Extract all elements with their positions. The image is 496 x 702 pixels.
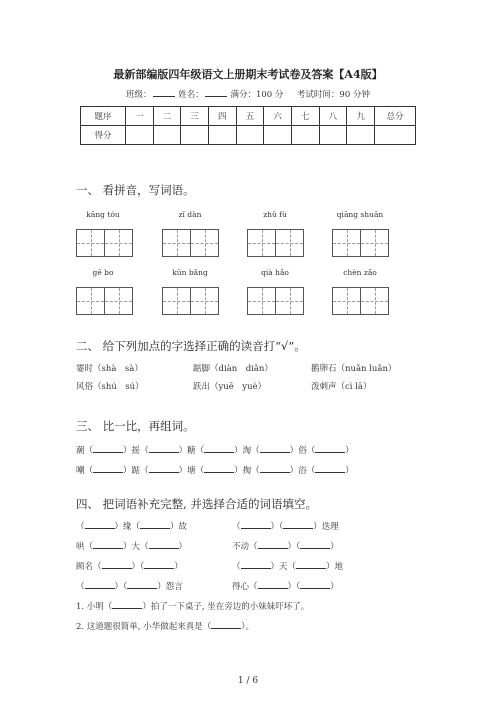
score-cell[interactable] <box>264 126 292 145</box>
compare-row-2: 嘲（ ）踮（ ）塘（ ）掏（ ）浴（ ） <box>76 466 354 476</box>
answer-blank[interactable] <box>204 464 234 473</box>
idiom-left <box>76 580 183 592</box>
answer-blank[interactable] <box>144 560 174 569</box>
idiom-text: ） <box>330 582 339 592</box>
writing-grid[interactable] <box>247 229 304 257</box>
idiom-text: ） <box>330 542 339 552</box>
score-cell[interactable] <box>291 126 319 145</box>
answer-blank[interactable] <box>127 580 157 589</box>
answer-blank[interactable] <box>315 444 345 453</box>
idiom-text: ）大（ <box>123 542 149 552</box>
score-header-cell: 二 <box>153 107 181 126</box>
pinyin-label: gē bo <box>92 268 114 277</box>
idiom-text: 不动（ <box>232 542 258 552</box>
answer-blank[interactable] <box>315 464 345 473</box>
answer-blank[interactable] <box>211 620 241 629</box>
section3-heading: 三、 比一比，再组词。 <box>76 419 195 433</box>
reading-choice[interactable]: 霎时（shà sà） <box>76 364 143 374</box>
score-header-cell: 总分 <box>375 107 416 126</box>
section2-heading: 二、 给下列加点的字选择正确的读音打“√”。 <box>76 339 306 353</box>
compare-row-1: 潮（ ）摇（ ）糖（ ）淘（ ）俗（ ） <box>76 446 354 456</box>
score-header-cell: 三 <box>181 107 209 126</box>
pinyin-label: kǔn bǎng <box>172 268 208 277</box>
idiom-right <box>232 520 339 532</box>
score-table-score-row <box>81 126 416 145</box>
answer-blank[interactable] <box>241 520 271 529</box>
score-header-cell: 题序 <box>81 107 126 126</box>
answer-blank[interactable] <box>93 540 123 549</box>
answer-blank[interactable] <box>260 444 290 453</box>
compare-char: 摇 <box>131 446 141 456</box>
answer-blank[interactable] <box>112 600 142 609</box>
answer-blank[interactable] <box>241 560 271 569</box>
score-cell[interactable] <box>375 126 416 145</box>
name-label: 姓名： <box>178 90 204 100</box>
answer-blank[interactable] <box>149 540 179 549</box>
idiom-right <box>232 560 343 572</box>
idiom-text: ）缘（ <box>114 522 141 532</box>
score-cell[interactable] <box>347 126 375 145</box>
reading-choice[interactable]: 泼刺声（cì lā） <box>311 382 372 392</box>
score-cell[interactable] <box>181 126 209 145</box>
idiom-text: ）（ <box>114 582 128 592</box>
idiom-text: ）（ <box>287 542 301 552</box>
compare-char: 潮 <box>76 446 85 456</box>
answer-blank[interactable] <box>300 540 330 549</box>
answer-blank[interactable] <box>296 560 326 569</box>
pinyin-label: chèn zǎo <box>343 268 377 277</box>
writing-grid[interactable] <box>76 229 133 257</box>
section4-heading: 四、 把词语补充完整, 并选择合适的词语填空。 <box>76 497 317 511</box>
compare-char: 踮 <box>131 466 141 476</box>
time-label: 考试时间：90 分钟 <box>296 90 370 100</box>
writing-grid[interactable] <box>332 287 389 315</box>
pinyin-label: qiāng shuān <box>336 210 384 219</box>
idiom-right <box>232 540 339 552</box>
class-label: 班级： <box>126 90 152 100</box>
answer-blank[interactable] <box>93 444 123 453</box>
idiom-text: ） <box>174 562 183 572</box>
score-row-label: 得分 <box>81 126 126 145</box>
reading-choice[interactable]: 风俗（shú sú） <box>76 382 144 392</box>
question-text: 2. 这道题很简单, 小华做起来真是（ <box>76 622 212 632</box>
idiom-left <box>76 540 187 552</box>
idiom-text: （ <box>76 582 85 592</box>
idiom-text: ）故 <box>170 522 188 532</box>
idiom-text: ）怨言 <box>157 582 183 592</box>
question-text: ）拍了一下桌子, 坐在旁边的小妹妹吓坏了。 <box>142 602 310 612</box>
reading-choice[interactable]: 鹅卵石（nuǎn luǎn） <box>311 364 397 374</box>
pinyin-label: qià hǎo <box>261 268 289 277</box>
writing-grid[interactable] <box>332 229 389 257</box>
idiom-text: ）（ <box>131 562 145 572</box>
question-text: ）。 <box>241 622 254 632</box>
idiom-left <box>76 560 183 572</box>
pinyin-label: zhǔ fù <box>263 210 287 219</box>
page-title: 最新部编版四年级语文上册期末考试卷及答案【A4版】 <box>113 68 383 81</box>
score-header-cell: 四 <box>208 107 236 126</box>
class-blank <box>153 88 175 97</box>
score-cell[interactable] <box>208 126 236 145</box>
idiom-text: （ <box>232 562 241 572</box>
fill-question-1 <box>76 600 309 612</box>
compare-char: 糖 <box>187 446 196 456</box>
exam-info <box>0 88 496 100</box>
score-header-cell: 一 <box>126 107 154 126</box>
score-cell[interactable] <box>153 126 181 145</box>
score-cell[interactable] <box>319 126 347 145</box>
fill-question-2 <box>76 620 254 632</box>
writing-grid[interactable] <box>162 287 219 315</box>
answer-blank[interactable] <box>300 580 330 589</box>
answer-blank[interactable] <box>204 444 234 453</box>
compare-char: 嘲 <box>76 466 85 476</box>
answer-blank[interactable] <box>258 540 288 549</box>
answer-blank[interactable] <box>85 520 115 529</box>
score-table-header-row <box>81 107 416 126</box>
reading-choice[interactable]: 跃出（yuē yuè） <box>193 382 267 392</box>
name-blank <box>205 88 227 97</box>
writing-grid[interactable] <box>76 287 133 315</box>
score-label: 满分：100 分 <box>230 90 284 100</box>
idiom-text: 顾名（ <box>76 562 102 572</box>
idiom-text: 得心（ <box>232 582 258 592</box>
compare-char: 俗 <box>298 446 307 456</box>
score-cell[interactable] <box>126 126 154 145</box>
score-header-cell: 五 <box>236 107 264 126</box>
writing-grid[interactable] <box>247 287 304 315</box>
compare-char: 淘 <box>242 446 252 456</box>
idiom-text: ）迭理 <box>313 522 339 532</box>
score-header-cell: 六 <box>264 107 292 126</box>
compare-char: 掏 <box>242 466 252 476</box>
idiom-left <box>76 520 187 532</box>
idiom-text: （ <box>76 522 85 532</box>
answer-blank[interactable] <box>140 520 170 529</box>
idiom-text: ）地 <box>326 562 344 572</box>
answer-blank[interactable] <box>93 464 123 473</box>
score-cell[interactable] <box>236 126 264 145</box>
score-header-cell: 七 <box>291 107 319 126</box>
page-number: 1 / 6 <box>237 676 259 686</box>
idiom-text: ）（ <box>270 522 284 532</box>
answer-blank[interactable] <box>85 580 115 589</box>
compare-char: 塘 <box>187 466 196 476</box>
answer-blank[interactable] <box>283 520 313 529</box>
answer-blank[interactable] <box>149 444 179 453</box>
pinyin-label: zǐ dàn <box>178 210 202 219</box>
section1-heading: 一、 看拼音，写词语。 <box>76 183 195 197</box>
question-text: 1. 小明（ <box>76 602 113 612</box>
writing-grid[interactable] <box>162 229 219 257</box>
answer-blank[interactable] <box>258 580 288 589</box>
idiom-text: ）天（ <box>270 562 297 572</box>
answer-blank[interactable] <box>102 560 132 569</box>
idiom-text: ）（ <box>287 582 301 592</box>
pinyin-label: kāng tóu <box>86 210 120 219</box>
answer-blank[interactable] <box>149 464 179 473</box>
idiom-right <box>232 580 339 592</box>
answer-blank[interactable] <box>260 464 290 473</box>
idiom-text: （ <box>232 522 241 532</box>
compare-char: 浴 <box>298 466 307 476</box>
reading-choice[interactable]: 踮脚（diàn diǎn） <box>193 364 273 374</box>
score-header-cell: 八 <box>319 107 347 126</box>
score-header-cell: 九 <box>347 107 375 126</box>
idiom-text: 哄（ <box>76 542 94 552</box>
idiom-text: ） <box>178 542 188 552</box>
score-table <box>80 106 416 145</box>
